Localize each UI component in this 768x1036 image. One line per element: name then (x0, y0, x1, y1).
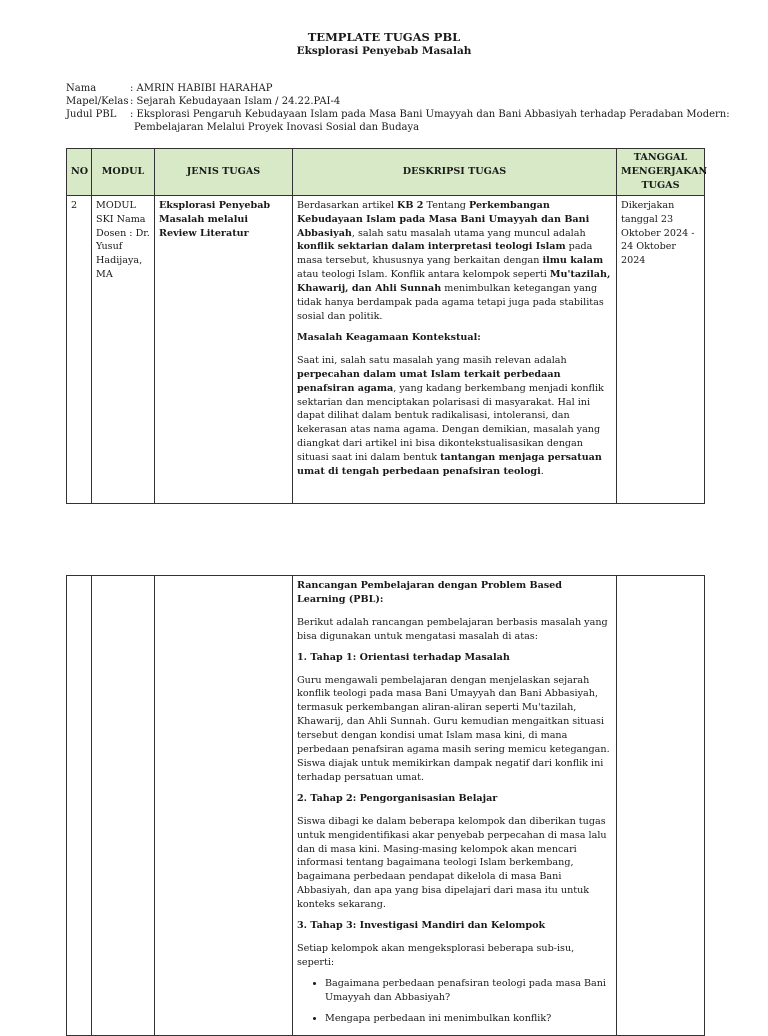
stage-3-text: Setiap kelompok akan mengeksplorasi beberapa sub-isu, seperti: (297, 942, 575, 968)
cell-modul: MODUL SKI Nama Dosen : Dr. Yusuf Hadijaya, MA (92, 195, 155, 503)
nama-value: : AMRIN HABIBI HARAHAP (130, 83, 273, 94)
rancangan-intro: Berikut adalah rancangan pembelajaran berbasis masalah yang bisa digunakan untuk mengatasi masalah di atas: (297, 616, 608, 642)
stage-1-text: Guru mengawali pembelajaran dengan menjelaskan sejarah konflik teologi pada masa Bani Umayyah dan Bani Abbasiyah, termasuk perkembangan aliran-aliran seperti Mu'tazilah, Khawarij, dan Ahli Sunnah. Guru kemudian mengaitkan situasi tersebut dengan kondisi umat Islam masa kini, di mana perbedaan penafsiran agama masih sering memicu ketegangan. Siswa diajak untuk memikirkan dampak negatif dari konflik ini terhadap persatuan umat. (297, 674, 610, 783)
bold-phrase: KB 2 (397, 199, 424, 211)
sub-issue-list (297, 977, 612, 1026)
document-title: TEMPLATE TUGAS PBL (307, 30, 461, 44)
text-run: . (540, 466, 544, 478)
meta-mapel (66, 95, 340, 109)
meta-nama (66, 82, 273, 96)
list-item: • Mengapa perbedaan ini menimbulkan konflik? (325, 1012, 612, 1026)
stage-2-title: 2. Tahap 2: Pengorganisasian Belajar (297, 792, 498, 804)
stage-3-title: 3. Tahap 3: Investigasi Mandiri dan Kelompok (297, 920, 546, 932)
desc-heading-kontekstual: Masalah Keagamaan Kontekstual: (297, 331, 481, 343)
judul-label: Judul PBL (66, 109, 117, 120)
cell-jenis-empty (155, 576, 293, 1036)
meta-judul (66, 108, 730, 122)
task-table (66, 148, 708, 504)
bold-phrase: perpecahan dalam umat Islam terkait perbedaan penafsiran agama (297, 368, 561, 394)
cell-modul-empty (92, 576, 155, 1036)
mapel-label: Mapel/Kelas (66, 96, 129, 107)
header-jenis-tugas: JENIS TUGAS (155, 149, 293, 196)
text-run: pada masa tersebut, khususnya yang berkaitan dengan (297, 241, 593, 267)
cell-jenis-tugas: Eksplorasi Penyebab Masalah melalui Review Literatur (155, 195, 293, 503)
cell-tanggal-empty (617, 576, 705, 1036)
task-table-continued (66, 575, 705, 1036)
bold-phrase: Perkembangan Kebudayaan Islam pada Masa Bani Umayyah dan Bani Abbasiyah (297, 199, 590, 239)
bold-phrase: ilmu kalam (542, 255, 604, 267)
bold-phrase: konflik sektarian dalam interpretasi teologi Islam (297, 241, 566, 253)
table-row (67, 576, 705, 1036)
table-row (67, 195, 705, 503)
stage-2-text: Siswa dibagi ke dalam beberapa kelompok dan diberikan tugas untuk mengidentifikasi akar penyebab perpecahan di masa lalu dan di masa kini. Masing-masing kelompok akan mencari informasi tentang bagaimana teologi Islam berkembang, bagaimana perbedaan pendapat dikelola di masa Bani Abbasiyah, dan apa yang bisa dipelajari dari masa itu untuk konteks sekarang. (297, 815, 607, 911)
text-run: menimbulkan ketegangan yang tidak hanya berdampak pada agama tetapi juga pada stabilitas sosial dan politik. (297, 283, 604, 322)
cell-no: 2 (67, 195, 92, 503)
text-run: Berdasarkan artikel (297, 199, 398, 211)
bold-phrase: tantangan menjaga persatuan umat di tengah perbedaan penafsiran teologi (297, 452, 602, 478)
bold-phrase: Mu'tazilah, Khawarij, dan Ahli Sunnah (297, 269, 611, 295)
mapel-value: : Sejarah Kebudayaan Islam / 24.22.PAI-4 (130, 96, 341, 107)
header-deskripsi-tugas: DESKRIPSI TUGAS (293, 149, 617, 196)
rancangan-heading: Rancangan Pembelajaran dengan Problem Based Learning (PBL): (297, 580, 562, 605)
judul-value: : Eksplorasi Pengaruh Kebudayaan Islam pada Masa Bani Umayyah dan Bani Abbasiyah terhadap Peradaban Modern: (130, 109, 730, 120)
list-item: • Bagaimana perbedaan penafsiran teologi pada masa Bani Umayyah dan Abbasiyah? (325, 977, 612, 1005)
header-tanggal: TANGGAL MENGERJAKAN TUGAS (617, 149, 705, 196)
cell-deskripsi-continued (293, 576, 617, 1036)
cell-no-empty (67, 576, 92, 1036)
nama-label: Nama (66, 83, 97, 94)
table-header-row (67, 149, 705, 196)
judul-continuation: Pembelajaran Melalui Proyek Inovasi Sosial dan Budaya (134, 122, 420, 133)
text-run: , yang kadang berkembang menjadi konflik sektarian dan menciptakan polarisasi di masyarakat. Hal ini dapat dilihat dalam bentuk radikalisasi, intoleransi, dan kekerasan atas nama agama. Dengan demikian, masalah yang diangkat dari artikel ini bisa dikontekstualisasikan dengan situasi saat ini dalam bentuk (297, 382, 604, 464)
desc-paragraph-2 (297, 354, 612, 479)
header-modul: MODUL (92, 149, 155, 196)
text-run: Saat ini, salah satu masalah yang masih relevan adalah (297, 354, 567, 366)
text-run: , salah satu masalah utama yang muncul adalah (351, 227, 586, 239)
desc-paragraph-1 (297, 199, 612, 324)
header-no: NO (67, 149, 92, 196)
stage-1-title: 1. Tahap 1: Orientasi terhadap Masalah (297, 651, 510, 663)
cell-tanggal: Dikerjakan tanggal 23 Oktober 2024 - 24 Oktober 2024 (617, 195, 705, 503)
document-subtitle: Eksplorasi Penyebab Masalah (296, 45, 472, 57)
text-run: atau teologi Islam. Konflik antara kelompok seperti (297, 269, 550, 281)
text-run: Tentang (423, 199, 469, 211)
cell-deskripsi (293, 195, 617, 503)
